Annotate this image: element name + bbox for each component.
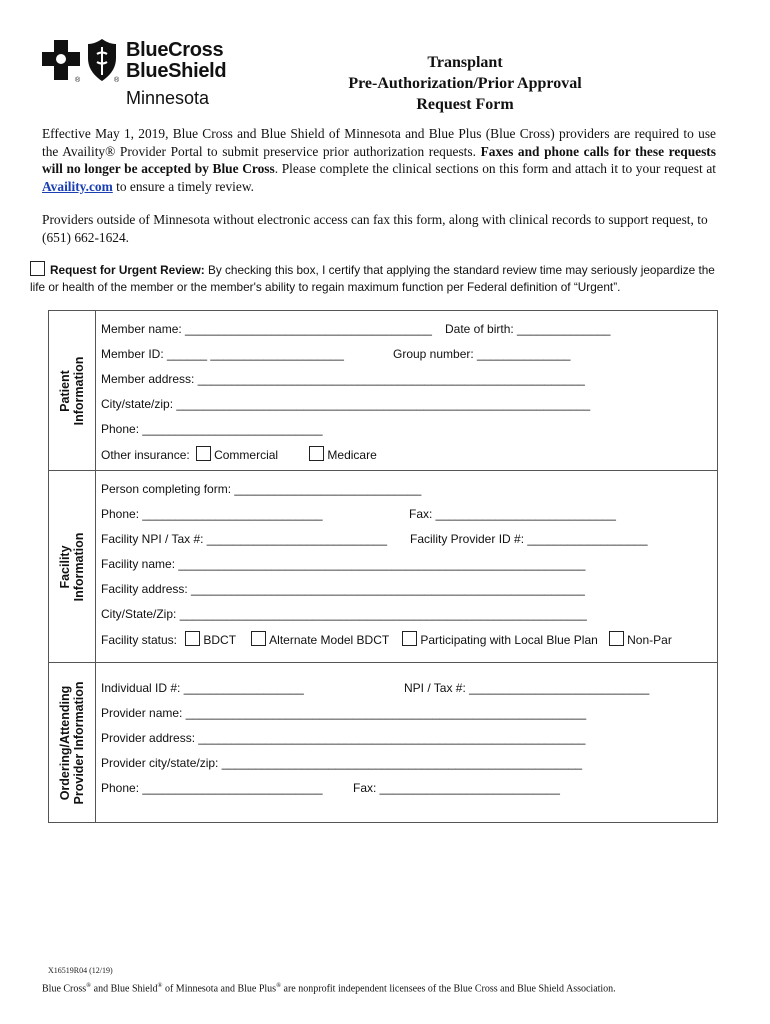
facility-npi-field[interactable]: Facility NPI / Tax #: ___________________________ (101, 532, 388, 546)
row-facility-status (101, 631, 672, 647)
facility-side-label-line-1: Facility (58, 545, 72, 589)
provider-side-label-line-2: Provider Information (72, 681, 86, 805)
logo-line-3: Minnesota (126, 88, 210, 108)
alternate-model-bdct-checkbox[interactable] (251, 631, 266, 646)
facility-side-label-line-2: Information (72, 532, 86, 602)
footer-disclaimer (42, 982, 616, 994)
member-id-field[interactable]: Member ID: ______ ____________________ (101, 347, 344, 361)
facility-fax-field[interactable]: Fax: ___________________________ (409, 507, 616, 521)
svg-text:®: ® (114, 77, 120, 84)
cross-shield-logo-icon (42, 38, 124, 84)
group-number-field[interactable]: Group number: ______________ (393, 347, 571, 361)
provider-side-label-line-1: Ordering/Attending (58, 685, 72, 801)
form-title (300, 52, 630, 115)
intro-text-b: . Please complete the clinical sections on this form and attach it to your request at (274, 161, 717, 176)
intro-bold-text: Faxes and phone calls for these requests will no longer be accepted by Blue Cross (42, 143, 716, 176)
provider-city-state-zip-field[interactable]: Provider city/state/zip: ______________________________________________________ (101, 756, 583, 770)
bdct-checkbox[interactable] (185, 631, 200, 646)
commercial-checkbox[interactable] (196, 446, 211, 461)
medicare-checkbox[interactable] (309, 446, 324, 461)
member-phone-field[interactable]: Phone: ___________________________ (101, 422, 323, 436)
row-other-insurance (101, 446, 377, 462)
availity-link[interactable]: Availity.com (42, 178, 113, 194)
title-line-1: Transplant (427, 54, 503, 71)
urgent-review (30, 261, 720, 296)
intro-text-c: to ensure a timely review. (116, 178, 254, 194)
patient-section (49, 311, 717, 470)
facility-address-field[interactable]: Facility address: ___________________________________________________________ (101, 582, 585, 596)
intro-text-a: Effective May 1, 2019, Blue Cross and Blue Shield of Minnesota and Blue Plus (Blue Cross) providers are required to use the Availity® Provider Portal to submit preservice prior authorization requests. (42, 126, 716, 159)
footer-reg-2: ® (157, 982, 163, 989)
member-address-field[interactable]: Member address: __________________________________________________________ (101, 372, 585, 386)
logo-line-2: BlueShield (126, 60, 227, 82)
svg-text:®: ® (75, 77, 81, 84)
participating-local-blue-plan-checkbox[interactable] (402, 631, 417, 646)
facility-provider-id-field[interactable]: Facility Provider ID #: __________________ (410, 532, 648, 546)
provider-section (49, 662, 717, 823)
provider-name-field[interactable]: Provider name: ____________________________________________________________ (101, 706, 587, 720)
person-completing-field[interactable]: Person completing form: ____________________________ (101, 482, 422, 496)
facility-name-field[interactable]: Facility name: _____________________________________________________________ (101, 557, 586, 571)
facility-city-state-zip-field[interactable]: City/State/Zip: _____________________________________________________________ (101, 607, 587, 621)
participating-local-blue-plan-label: Participating with Local Blue Plan (420, 633, 598, 647)
provider-npi-field[interactable]: NPI / Tax #: ___________________________ (404, 681, 650, 695)
urgent-review-label: Request for Urgent Review: (50, 263, 205, 277)
title-line-3: Request Form (416, 96, 514, 113)
medicare-label: Medicare (327, 448, 377, 462)
footer-text-2: and Blue Shield (91, 983, 158, 995)
provider-address-field[interactable]: Provider address: __________________________________________________________ (101, 731, 586, 745)
footer-reg-3: ® (276, 982, 282, 989)
bdct-label: BDCT (203, 633, 236, 647)
patient-side-label-line-1: Patient (58, 369, 72, 412)
commercial-label: Commercial (214, 448, 279, 462)
provider-phone-field[interactable]: Phone: ___________________________ (101, 781, 323, 795)
member-name-field[interactable]: Member name: _____________________________________ (101, 322, 432, 336)
logo-line-1: BlueCross (126, 39, 224, 61)
footer-text-3: of Minnesota and Blue Plus (162, 983, 277, 995)
facility-section (49, 470, 717, 663)
footer-text-4: are nonprofit independent licensees of the Blue Cross and Blue Shield Association. (281, 983, 616, 995)
form-code: X16519R04 (12/19) (48, 966, 113, 975)
alternate-model-bdct-label: Alternate Model BDCT (269, 633, 390, 647)
intro-paragraph (42, 125, 716, 195)
company-logo (42, 38, 242, 112)
footer-reg-1: ® (86, 982, 92, 989)
form-table (48, 310, 718, 823)
urgent-review-checkbox[interactable] (30, 261, 45, 276)
facility-side-label (49, 471, 96, 663)
urgent-review-text: By checking this box, I certify that applying the standard review time may seriously jeopardize the life or health of the member or the member's ability to regain maximum function per Federal definition of “Urgent”. (30, 263, 715, 294)
individual-id-field[interactable]: Individual ID #: __________________ (101, 681, 304, 695)
patient-side-label-line-2: Information (72, 356, 86, 425)
member-city-state-zip-field[interactable]: City/state/zip: ______________________________________________________________ (101, 397, 591, 411)
dob-field[interactable]: Date of birth: ______________ (445, 322, 611, 336)
provider-fax-field[interactable]: Fax: ___________________________ (353, 781, 560, 795)
facility-status-label: Facility status: (101, 633, 178, 647)
fax-paragraph: Providers outside of Minnesota without electronic access can fax this form, along with clinical records to support request, to (651) 662-1624. (42, 212, 708, 245)
non-par-checkbox[interactable] (609, 631, 624, 646)
patient-side-label (49, 311, 96, 470)
provider-side-label (49, 663, 96, 823)
title-line-2: Pre-Authorization/Prior Approval (348, 75, 582, 92)
footer-text-1: Blue Cross (42, 983, 87, 995)
non-par-label: Non-Par (627, 633, 672, 647)
other-insurance-label: Other insurance: (101, 448, 190, 462)
facility-phone-field[interactable]: Phone: ___________________________ (101, 507, 323, 521)
